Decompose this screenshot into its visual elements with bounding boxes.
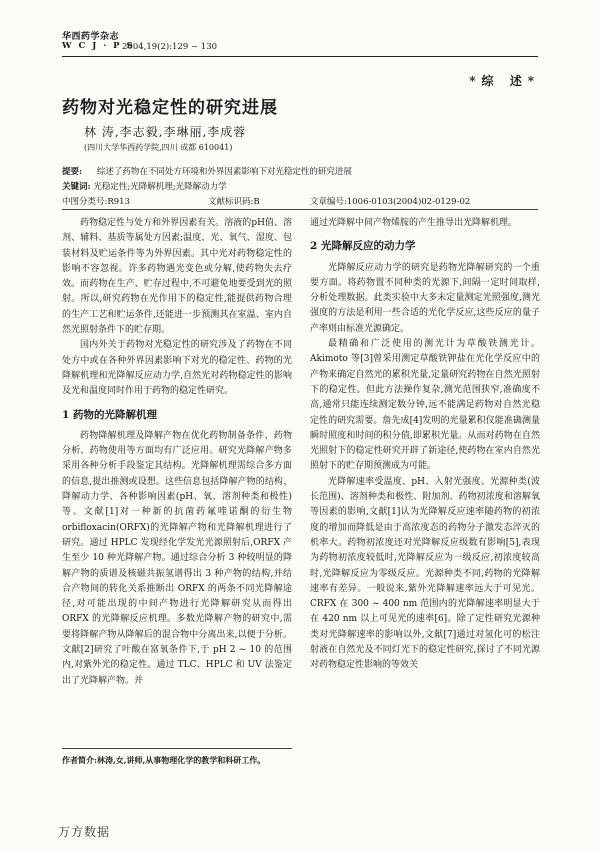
- right-column: [310, 216, 540, 674]
- abstract: [62, 166, 538, 179]
- paragraph: 光降解反应动力学的研究是药物光降解研究的一个重要方面。将药物置不同种类的光源下,间隔一定时间取样,分析处理数据。此类实验中大多未定量测定光照强度,测光强度的方法是利用一些合适的光化学反应,这些反应的量子产率则由标准光源确定。: [310, 262, 540, 334]
- keywords-text: 光稳定性;光降解机理;光降解动力学: [93, 182, 227, 192]
- clc-number: 中图分类号:R913: [62, 197, 130, 207]
- abstract-rule: [62, 209, 538, 210]
- left-column: [62, 216, 292, 689]
- paragraph: 药物降解机理及降解产物在优化药物制备条件、药物分析、药物使用等方面均有广泛应用。研究光降解产物多采用各种分析手段鉴定其结构。光降解机理需综合多方面的信息,提出推测或设想。这些信息包括降解产物的结构、降解动力学、各种影响因素(pH、氧、溶剂种类和极性)等。文献[1]对一种新的抗菌药氟喹诺酮的衍生物 orbifloxacin(ORFX)的光降解产物和光降解机理进行了研究。通过 HPLC 发现经化学发光光源照射后,ORFX 产生至少 10 种光降解产物。通过综合分析 3 种较明显的降解产物的质谱及核磁共振氢谱得出 3 种产物的结构,并结合产物间的转化关系推断出 ORFX 的两条不同光降解途径,对可能出现的中间产物进行光降解研究从而得出 ORFX 的光降解反应机理。多数光降解产物的研究中,需要将降解产物从降解后的混合物中分离出来,以便于分析。文献[2]研究了叶酸在富氧条件下,于 pH 2 ~ 10 的范围内,对紫外光的稳定性。通过 TLC、HPLC 和 UV 法鉴定出了光降解产物。并: [62, 430, 292, 686]
- footnote-rule: [62, 748, 292, 749]
- paragraph: 光降解速率受温度、pH、入射光强度、光源种类(波长范围)、溶剂种类和极性、附加剂、药物初浓度和溶解氧等因素的影响,文献[1]认为光降解反应速率随药物的初浓度的增加而降低是由于高浓度态的药物分子激发态淬灭的机率大。药物初浓度还对光降解反应级数有影响[5],表现为药物初浓度较低时,光降解反应为一级反应,初浓度较高时,光降解反应为零级反应。光源种类不同,药物的光降解速率有差异。一般说来,紫外光降解速率远大于可见光。CRFX 在 300 ~ 400 nm 范围内的光降解速率明显大于在 420 nm 以上可见光的速率[6]。除了定性研究光源种类对光降解速率的影响以外,文献[7]通过对氢化可的松注射液在自然光及不同灯光下的稳定性研究,探讨了不同光源对药物稳定性影响的等效关: [310, 476, 540, 671]
- journal-abbreviation: W C J · P S: [62, 41, 135, 51]
- journal-name: 华西药学杂志: [62, 32, 120, 42]
- watermark: 万方数据: [58, 825, 111, 839]
- document-code: 文献标识码:B: [208, 197, 260, 207]
- article-authors: 林 涛,李志毅,李琳丽,李成蓉: [84, 125, 247, 139]
- paragraph: 国内外关于药物对光稳定性的研究涉及了药物在不同处方中或在各种外界因素影响下对光的稳定性、药物的光降解机理和光降解反应动力学,自然光对药物稳定性的影响及光和温度同时作用于药物的稳定性研究。: [62, 340, 292, 397]
- paragraph: 最精确和广泛使用的测光计为草酸铁测光计。Akimoto 等[3]曾采用测定草酸铁钾盐在光化学反应中的产物来确定自然光的累积光量,定量研究药物在自然光照射下的稳定性。但此方法操作复杂,测光范围狭窄,准确度不高,通常只能连续测定数分钟,远不能满足药物对自然光稳定性的研究需要。詹先成[4]发明的光量累积仪能准确测量瞬时照度和时间的积分值,即累积光量。从而对药物在自然光照射下的稳定性研究开辟了新途径,使药物在室内自然光照射下的贮存期预测成为可能。: [310, 339, 540, 472]
- paragraph: 通过光降解中间产物烯胺的产生推导出光降解机理。: [310, 218, 518, 228]
- article-title: 药物对光稳定性的研究进展: [62, 98, 278, 118]
- abstract-text: 综述了药物在不同处方环境和外界因素影响下对光稳定性的研究进展: [96, 167, 352, 177]
- section-heading: 1 药物的光降解机理: [62, 408, 157, 421]
- keywords-label: 关键词:: [62, 182, 91, 192]
- section-heading: 2 光降解反应的动力学: [310, 240, 416, 253]
- author-footnote: 作者简介:林涛,女,讲师,从事物理化学的教学和科研工作。: [62, 755, 266, 765]
- article-affiliation: (四川大学华西药学院,四川 成都 610041): [84, 143, 233, 152]
- journal-citation: 2004,19(2):129 ~ 130: [122, 42, 218, 52]
- paragraph: 药物稳定性与处方和外界因素有关。溶液的pH值、溶剂、辅料、基质等属处方因素;温度、光、氧气、湿度、包装材料及贮运条件等为外界因素。其中光对药物稳定性的影响不容忽视。许多药物遇光变色或分解,使药物失去疗效。而药物在生产、贮存过程中,不可避免地要受到光的照射。所以,研究药物在光作用下的稳定性,能提供药物合理的生产工艺和贮运条件,还能进一步预测其在室温、室内自然光照射条件下的贮存期。: [62, 218, 292, 336]
- section-tag: *综 述*: [469, 74, 540, 88]
- header-rule: [62, 56, 538, 57]
- article-number: 文章编号:1006-0103(2004)02-0129-02: [310, 197, 471, 207]
- keywords: [62, 180, 227, 192]
- abstract-label: 提要:: [62, 167, 83, 177]
